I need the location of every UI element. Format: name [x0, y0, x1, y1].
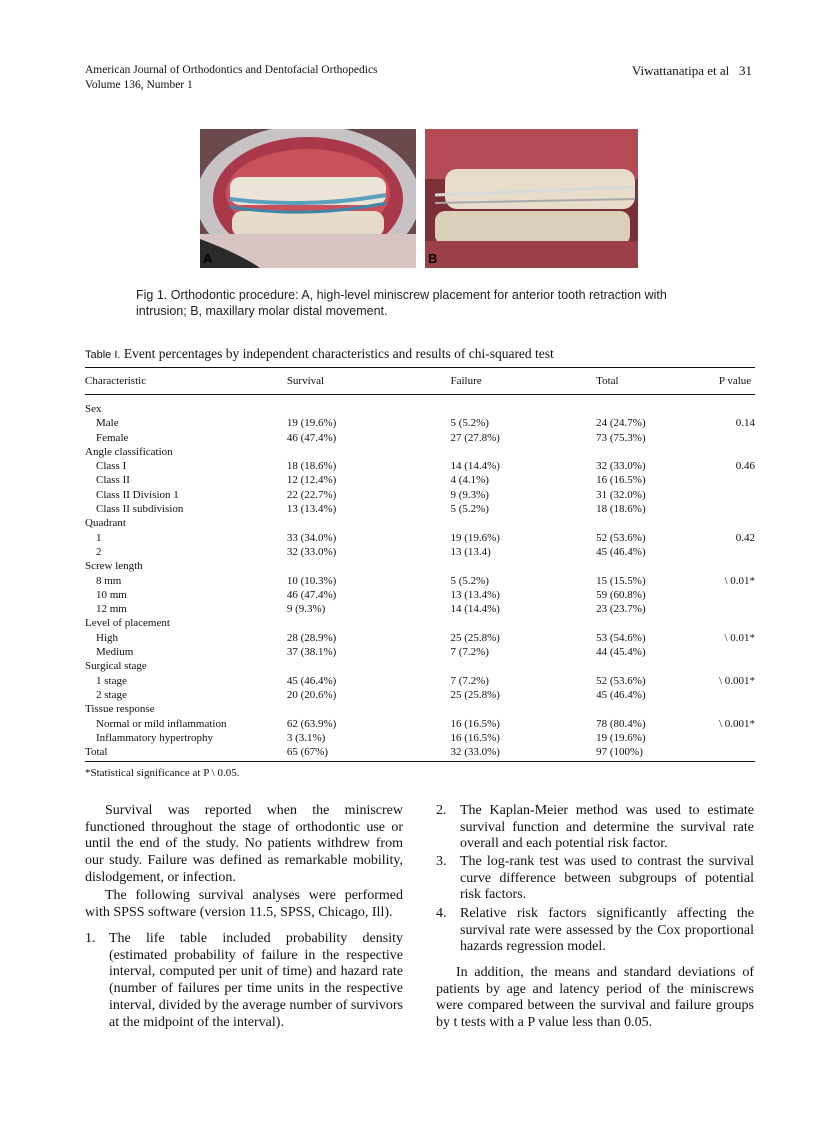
table-cell [596, 516, 719, 530]
table-row [85, 545, 755, 559]
table-cell: \ 0.001* [718, 674, 755, 687]
body-paragraph-1: Survival was reported when the miniscrew functioned throughout the stage of orthodontic use or until the end of the study. No patients withdrew from our study. Failure was defined as remarkable mobility, dislodgement, or infection. [85, 803, 403, 885]
table-cell [450, 516, 596, 530]
table-cell: 1 stage [96, 674, 127, 687]
table-cell: 32 (33.0%) [286, 545, 337, 558]
table-cell: Class II Division 1 [96, 488, 179, 501]
table-cell: 78 (80.4%) [596, 717, 646, 730]
figure-panel-a [200, 129, 416, 268]
table-cell: Female [96, 431, 129, 444]
table-cell: Inflammatory hypertrophy [96, 731, 213, 744]
table-cell [596, 445, 719, 459]
table-group-row [85, 402, 755, 416]
table-cell [719, 431, 755, 445]
list-number: 3. [436, 854, 447, 869]
table-cell: 32 (33.0%) [596, 460, 646, 473]
table-row [85, 574, 755, 588]
table-group-row [85, 745, 755, 759]
table-cell: 24 (24.7%) [596, 417, 646, 430]
table-cell: 25 (25.8%) [450, 631, 500, 644]
table-cell: 46 (47.4%) [286, 431, 337, 444]
table-top-rule [85, 367, 755, 368]
table-cell: 20 (20.6%) [286, 688, 337, 701]
table-cell [719, 616, 755, 630]
table-cell [719, 473, 755, 487]
table-cell [719, 588, 755, 602]
table-cell: 2 [96, 545, 102, 558]
table-cell: 59 (60.8%) [596, 588, 646, 601]
table-cell: 16 (16.5%) [450, 731, 500, 744]
table-cell: 16 (16.5%) [450, 717, 500, 730]
table-cell: 22 (22.7%) [286, 488, 337, 501]
table-title: Event percentages by independent characteristics and results of chi-squared test [123, 346, 554, 361]
table-cell: 0.46 [735, 460, 755, 473]
table-cell [719, 516, 755, 530]
table-caption [85, 346, 554, 362]
table-row [85, 431, 755, 445]
list-item [436, 906, 754, 956]
table-cell [719, 645, 755, 659]
col-p-value: P value [718, 374, 752, 387]
table-cell: 14 (14.4%) [450, 460, 500, 473]
table-cell: 27 (27.8%) [450, 431, 500, 444]
table-cell: 28 (28.9%) [286, 631, 337, 644]
table-cell: 73 (75.3%) [596, 431, 646, 444]
table-cell: 13 (13.4) [450, 545, 491, 558]
table-cell: 1 [96, 531, 102, 544]
table-group-row [85, 445, 755, 459]
table-cell: 19 (19.6%) [596, 731, 646, 744]
table-group-row [85, 559, 755, 573]
list-text: The log-rank test was used to contrast the survival curve difference between subgroups of potential risk factors. [460, 854, 754, 903]
list-text: The Kaplan-Meier method was used to estimate survival function and determine the survival rate overall and each potential risk factor. [460, 803, 754, 852]
table-cell: 0.42 [735, 531, 755, 544]
journal-volume: Volume 136, Number 1 [85, 79, 193, 91]
table-cell: Level of placement [85, 617, 170, 630]
table-row [85, 588, 755, 602]
table-cell: 18 (18.6%) [596, 503, 646, 516]
table-cell: 14 (14.4%) [450, 603, 500, 616]
table-cell [450, 616, 596, 630]
table-footnote: *Statistical significance at P \ 0.05. [85, 767, 240, 779]
table-cell [596, 616, 719, 630]
table-cell [719, 688, 755, 702]
list-text: The life table included probability density (estimated probability of failure in the respective interval, computed per unit of time) and hazard rate (number of failures per time units in the respective interval, divided by the average number of survivors at the midpoint of the interval). [109, 931, 403, 1030]
table-cell: 9 (9.3%) [450, 488, 489, 501]
table-cell: 15 (15.5%) [596, 574, 646, 587]
table-cell: 0.14 [735, 417, 755, 430]
table-cell [287, 516, 451, 530]
panel-label-a: A [203, 251, 213, 266]
table-row [85, 459, 755, 473]
table-row [85, 717, 755, 731]
table-cell: Quadrant [85, 517, 126, 530]
table-cell [719, 731, 755, 745]
table-cell [287, 616, 451, 630]
list-number: 1. [85, 931, 96, 946]
table-cell: 31 (32.0%) [596, 488, 646, 501]
table-cell: 53 (54.6%) [596, 631, 646, 644]
table-cell: \ 0.01* [724, 574, 755, 587]
table-cell: 5 (5.2%) [450, 574, 489, 587]
table-cell: 9 (9.3%) [286, 603, 326, 616]
table-cell: 32 (33.0%) [450, 746, 500, 759]
figure-panel-b [425, 129, 638, 268]
table-cell: 44 (45.4%) [596, 646, 646, 659]
table-cell [450, 402, 596, 416]
author-page [632, 63, 752, 78]
results-table [85, 370, 755, 759]
table-cell: 7 (7.2%) [450, 646, 489, 659]
table-cell: 13 (13.4%) [286, 503, 337, 516]
table-cell: 25 (25.8%) [450, 688, 500, 701]
list-text: Relative risk factors significantly affecting the survival rate were assessed by the Cox proportional hazards regression model. [460, 906, 754, 955]
table-cell: Class II subdivision [96, 503, 184, 516]
table-cell [596, 702, 719, 716]
table-row [85, 473, 755, 487]
table-row [85, 602, 755, 616]
table-cell: 46 (47.4%) [286, 588, 337, 601]
table-row [85, 488, 755, 502]
col-failure: Failure [450, 374, 482, 387]
table-cell: 8 mm [96, 574, 122, 587]
table-cell: 33 (34.0%) [286, 531, 337, 544]
table-group-row [85, 616, 755, 630]
table-cell: 62 (63.9%) [286, 717, 337, 730]
table-cell [287, 702, 451, 716]
table-cell: High [96, 631, 118, 644]
table-cell [450, 659, 596, 673]
table-cell: 12 mm [96, 603, 127, 616]
table-bottom-rule [85, 761, 755, 762]
table-cell [719, 502, 755, 516]
table-cell [719, 702, 755, 716]
table-cell [719, 602, 755, 616]
table-cell: 10 mm [96, 588, 127, 601]
table-cell [596, 659, 719, 673]
table-cell: 65 (67%) [286, 746, 329, 759]
list-number: 4. [436, 906, 447, 921]
running-header [85, 63, 378, 93]
col-total: Total [596, 374, 619, 387]
body-paragraph-3: In addition, the means and standard deviations of patients by age and latency period of the miniscrews were compared between the survival and failure groups by t tests with a P value less than 0.05. [436, 965, 754, 1031]
table-row [85, 531, 755, 545]
table-cell [287, 402, 451, 416]
table-cell: 10 (10.3%) [286, 574, 337, 587]
table-cell: Normal or mild inflammation [96, 717, 227, 730]
table-cell [450, 445, 596, 459]
table-cell: 5 (5.2%) [450, 503, 489, 516]
table-cell: 45 (46.4%) [596, 688, 646, 701]
table-cell [287, 559, 451, 573]
table-cell: 13 (13.4%) [450, 588, 500, 601]
table-cell: 45 (46.4%) [286, 674, 337, 687]
table-cell [596, 402, 719, 416]
table-cell: Class I [96, 460, 127, 473]
photo-anterior-teeth [200, 129, 416, 268]
table-cell [719, 745, 755, 759]
table-group-row [85, 659, 755, 673]
table-row [85, 674, 755, 688]
body-paragraph-2: The following survival analyses were performed with SPSS software (version 11.5, SPSS, Chicago, Ill). [85, 888, 403, 920]
panel-label-b: B [428, 251, 438, 266]
table-cell [719, 445, 755, 459]
table-cell: Screw length [85, 560, 143, 573]
journal-title: American Journal of Orthodontics and Dentofacial Orthopedics [85, 64, 378, 76]
table-cell: 4 (4.1%) [450, 474, 489, 487]
table-row [85, 731, 755, 745]
table-cell: 3 (3.1%) [286, 731, 326, 744]
table-cell [450, 559, 596, 573]
table-cell: 23 (23.7%) [596, 603, 646, 616]
table-cell: 97 (100%) [596, 746, 643, 759]
table-cell: 52 (53.6%) [596, 531, 646, 544]
photo-molar-movement [425, 129, 638, 268]
table-cell: 18 (18.6%) [286, 460, 337, 473]
table-cell [596, 559, 719, 573]
table-cell: 12 (12.4%) [286, 474, 337, 487]
table-cell: Medium [96, 646, 134, 659]
col-characteristic: Characteristic [85, 374, 147, 387]
table-row [85, 645, 755, 659]
table-group-row [85, 516, 755, 530]
table-cell: \ 0.001* [718, 717, 755, 730]
table-cell: 52 (53.6%) [596, 674, 646, 687]
table-cell: 45 (46.4%) [596, 545, 646, 558]
table-cell: 5 (5.2%) [450, 417, 489, 430]
table-cell: Tissue response [85, 703, 155, 716]
list-item [85, 931, 403, 1031]
table-cell: Surgical stage [85, 660, 147, 673]
col-survival: Survival [286, 374, 325, 387]
table-cell [287, 445, 451, 459]
table-body [85, 402, 755, 759]
table-cell: 19 (19.6%) [450, 531, 500, 544]
list-item [436, 803, 754, 853]
table-row [85, 688, 755, 702]
table-cell [719, 659, 755, 673]
table-cell [719, 559, 755, 573]
table-cell: Sex [85, 403, 102, 415]
table-cell [719, 545, 755, 559]
list-item [436, 854, 754, 904]
table-cell: Male [96, 417, 119, 430]
table-header-row [85, 370, 755, 392]
table-cell: 16 (16.5%) [596, 474, 646, 487]
table-row [85, 416, 755, 430]
table-cell: Total [85, 746, 108, 759]
table-cell: 37 (38.1%) [286, 646, 337, 659]
table-cell: \ 0.01* [724, 631, 755, 644]
list-number: 2. [436, 803, 447, 818]
table-cell [450, 702, 596, 716]
table-cell: 2 stage [96, 688, 127, 701]
page-number: 31 [739, 63, 752, 78]
table-row [85, 502, 755, 516]
table-cell: 7 (7.2%) [450, 674, 489, 687]
table-cell: Class II [96, 474, 130, 487]
table-label: Table I. [85, 349, 121, 361]
author-name: Viwattanatipa et al [631, 63, 730, 78]
table-row [85, 631, 755, 645]
table-cell: 19 (19.6%) [286, 417, 337, 430]
figure-caption: Fig 1. Orthodontic procedure: A, high-level miniscrew placement for anterior tooth retraction with intrusion; B, maxillary molar distal movement. [136, 288, 667, 318]
table-cell [719, 402, 755, 416]
table-group-row [85, 702, 755, 716]
table-cell: Angle classification [85, 445, 173, 458]
table-cell [287, 659, 451, 673]
table-cell [719, 488, 755, 502]
